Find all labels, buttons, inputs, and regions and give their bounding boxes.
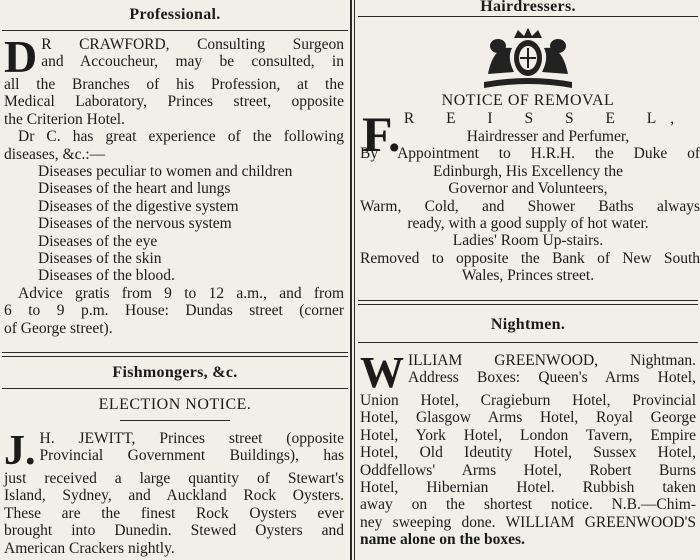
column-divider	[350, 0, 352, 560]
ad-line: Hotel, York Hotel, London Tavern, Empire	[360, 426, 696, 444]
ad-line: the Criterion Hotel.	[4, 110, 125, 128]
ad-line: Removed to opposite the Bank of New South	[360, 249, 700, 267]
ad-line: Advice gratis from 9 to 12 a.m., and from	[18, 284, 344, 302]
fishmongers-heading-rule	[2, 388, 348, 389]
fishmongers-heading: Fishmongers, &c.	[112, 364, 238, 381]
royal-crest-icon	[478, 24, 578, 90]
notice-underline	[120, 420, 230, 421]
right-column	[356, 0, 700, 560]
column-divider-inner	[354, 0, 355, 560]
ad-line: Hotel, Old Ideutity Hotel, Sussex Hotel,	[360, 444, 696, 462]
list-item: Diseases of the blood.	[38, 267, 175, 285]
ad-line: Hotel, Glasgow Arms Hotel, Royal George	[360, 409, 696, 427]
ad-line: diseases, &c.:—	[4, 145, 106, 163]
proprietor-name: R E I S S E L,	[403, 110, 689, 127]
ad-line: Oddfellows' Arms Hotel, Robert Burns	[360, 461, 696, 479]
hairdressers-ad	[356, 128, 700, 285]
list-item: Diseases of the heart and lungs	[38, 180, 231, 198]
ad-line: Dr C. has great experience of the following	[18, 128, 344, 146]
nightmen-heading-rule	[358, 342, 698, 343]
ad-line: Address Boxes: Queen's Arms Hotel,	[408, 369, 696, 387]
ad-line: Governor and Volunteers,	[448, 180, 608, 198]
ad-line: of George street).	[4, 319, 113, 337]
nightmen-ad	[360, 348, 696, 549]
list-item: Diseases of the skin	[38, 250, 162, 268]
ad-line: Warm, Cold, and Shower Baths always	[360, 197, 700, 215]
removal-notice: NOTICE OF REMOVAL	[441, 92, 615, 109]
ad-line: Medical Laboratory, Princes street, opposite	[4, 93, 344, 111]
ad-line: R CRAWFORD, Consulting Surgeon	[41, 36, 344, 53]
drop-cap-f: F.	[362, 106, 401, 162]
fishmongers-ad	[4, 430, 344, 557]
ad-line: Island, Sydney, and Auckland Rock Oysters.	[4, 487, 344, 505]
ad-line: just received a large quantity of Stewart's	[4, 470, 344, 487]
election-notice: ELECTION NOTICE.	[98, 396, 252, 413]
drop-cap-w: W	[360, 348, 404, 397]
ad-line: and Accoucheur, may be consulted, in	[41, 53, 344, 71]
drop-cap-d: D	[4, 31, 38, 82]
ad-line: brought into Dunedin. Stewed Oysters and	[4, 522, 344, 540]
list-item: Diseases of the nervous system	[38, 215, 232, 233]
ad-line: away on the shortest notice. N.B.—Chim-	[360, 496, 696, 514]
ad-line: Ladies' Room Up-stairs.	[452, 232, 604, 250]
professional-heading: Professional.	[129, 6, 221, 23]
ad-line: name alone on the boxes.	[360, 531, 525, 549]
ad-line: Hairdresser and Perfumer,	[466, 128, 630, 145]
ad-line: Wales, Princes street.	[461, 267, 595, 285]
section-separator	[358, 300, 698, 305]
ad-line: all the Branches of his Profession, at the	[4, 76, 344, 93]
ad-line: ney sweeping done. WILLIAM GREENWOOD'S	[360, 513, 696, 531]
ad-line: Edinburgh, His Excellency the	[433, 162, 623, 180]
professional-heading-rule	[2, 30, 348, 31]
list-item: Diseases peculiar to women and children	[38, 163, 293, 181]
ad-line: Provincial Government Buildings), has	[39, 447, 344, 465]
hairdressers-heading-rule	[358, 16, 698, 17]
ad-line: Hotel, Hibernian Hotel. Rubbish taken	[360, 479, 696, 497]
ad-line: By Appointment to H.R.H. the Duke of	[360, 145, 700, 163]
nightmen-heading: Nightmen.	[490, 316, 566, 333]
ad-line: Union Hotel, Cragieburn Hotel, Provincial	[360, 392, 696, 409]
ad-line: These are the finest Rock Oysters ever	[4, 504, 344, 522]
list-item: Diseases of the digestive system	[38, 197, 239, 215]
ad-line: ready, with a good supply of hot water.	[407, 215, 649, 233]
ad-line: H. JEWITT, Princes street (opposite	[39, 430, 344, 447]
list-item: Diseases of the eye	[38, 232, 158, 250]
ad-line: ILLIAM GREENWOOD, Nightman.	[408, 352, 696, 369]
ad-line: 6 to 9 p.m. House: Dundas street (corner	[4, 302, 344, 320]
drop-cap-j: J.	[4, 428, 36, 474]
disease-list	[4, 163, 344, 285]
section-separator	[2, 352, 348, 357]
hairdressers-heading: Hairdressers.	[480, 0, 576, 15]
ad-line: American Crackers nightly.	[4, 539, 175, 557]
professional-ad	[4, 31, 344, 337]
